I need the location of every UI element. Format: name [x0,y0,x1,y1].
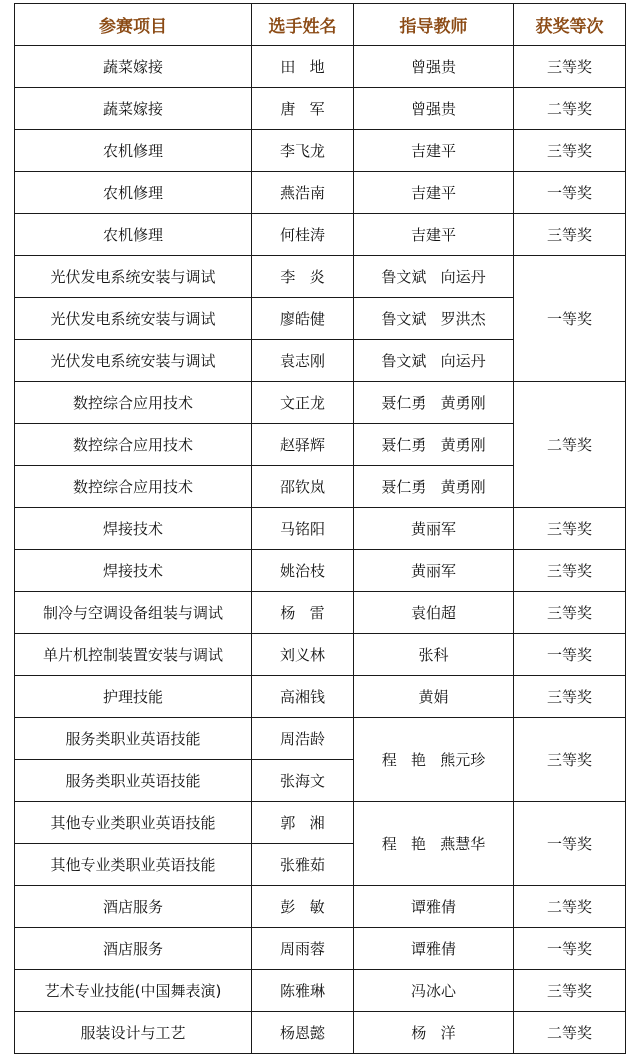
table-row [15,550,626,592]
cell-award: 三等奖 [514,676,626,718]
cell-player: 何桂涛 [252,214,354,256]
table-row [15,886,626,928]
cell-award-merged: 一等奖 [514,256,626,382]
table-row [15,970,626,1012]
cell-award: 三等奖 [514,592,626,634]
cell-teacher: 谭雅倩 [354,886,514,928]
cell-award: 一等奖 [514,928,626,970]
cell-player: 高湘钱 [252,676,354,718]
cell-project: 数控综合应用技术 [15,466,252,508]
cell-award: 三等奖 [514,550,626,592]
cell-player: 唐 军 [252,88,354,130]
table-row [15,88,626,130]
table-row [15,1012,626,1054]
cell-player: 赵驿辉 [252,424,354,466]
cell-award-merged: 一等奖 [514,802,626,886]
cell-project: 其他专业类职业英语技能 [15,844,252,886]
cell-project: 农机修理 [15,214,252,256]
cell-award-merged: 三等奖 [514,718,626,802]
cell-project: 农机修理 [15,172,252,214]
table-row [15,634,626,676]
cell-player: 文正龙 [252,382,354,424]
cell-award: 二等奖 [514,1012,626,1054]
table-row [15,928,626,970]
table-row [15,508,626,550]
cell-player: 张海文 [252,760,354,802]
cell-award: 三等奖 [514,970,626,1012]
cell-teacher: 袁伯超 [354,592,514,634]
cell-project: 单片机控制装置安装与调试 [15,634,252,676]
cell-teacher: 聂仁勇 黄勇刚 [354,424,514,466]
table-row [15,718,626,760]
cell-player: 杨恩懿 [252,1012,354,1054]
table-row [15,130,626,172]
header-row [15,4,626,46]
table-row [15,676,626,718]
cell-player: 周浩龄 [252,718,354,760]
cell-project: 制冷与空调设备组装与调试 [15,592,252,634]
award-table [14,3,626,1054]
cell-teacher: 鲁文斌 向运丹 [354,256,514,298]
cell-project: 蔬菜嫁接 [15,88,252,130]
cell-project: 服务类职业英语技能 [15,760,252,802]
cell-teacher: 吉建平 [354,172,514,214]
cell-teacher-merged: 程 艳 熊元珍 [354,718,514,802]
cell-player: 郭 湘 [252,802,354,844]
cell-project: 艺术专业技能(中国舞表演) [15,970,252,1012]
cell-teacher: 黄丽军 [354,550,514,592]
table-row [15,46,626,88]
cell-teacher: 鲁文斌 向运丹 [354,340,514,382]
cell-project: 护理技能 [15,676,252,718]
cell-teacher: 曾强贵 [354,88,514,130]
header-project: 参赛项目 [15,4,252,46]
cell-teacher: 聂仁勇 黄勇刚 [354,466,514,508]
cell-player: 田 地 [252,46,354,88]
cell-project: 光伏发电系统安装与调试 [15,256,252,298]
cell-project: 农机修理 [15,130,252,172]
cell-award: 三等奖 [514,130,626,172]
cell-award: 二等奖 [514,886,626,928]
cell-player: 马铭阳 [252,508,354,550]
cell-teacher: 黄丽军 [354,508,514,550]
cell-teacher: 黄娟 [354,676,514,718]
cell-teacher: 张科 [354,634,514,676]
header-teacher: 指导教师 [354,4,514,46]
cell-player: 袁志刚 [252,340,354,382]
cell-player: 燕浩南 [252,172,354,214]
cell-teacher: 聂仁勇 黄勇刚 [354,382,514,424]
cell-award: 三等奖 [514,46,626,88]
table-row [15,256,626,298]
cell-player: 邵钦岚 [252,466,354,508]
cell-project: 焊接技术 [15,508,252,550]
cell-award: 三等奖 [514,508,626,550]
cell-project: 数控综合应用技术 [15,382,252,424]
cell-player: 廖皓健 [252,298,354,340]
cell-award: 二等奖 [514,88,626,130]
cell-teacher: 吉建平 [354,214,514,256]
cell-project: 其他专业类职业英语技能 [15,802,252,844]
cell-award: 一等奖 [514,172,626,214]
cell-player: 陈雅琳 [252,970,354,1012]
cell-teacher-merged: 程 艳 燕慧华 [354,802,514,886]
table-row [15,592,626,634]
cell-player: 李 炎 [252,256,354,298]
cell-teacher: 曾强贵 [354,46,514,88]
cell-player: 刘义林 [252,634,354,676]
cell-teacher: 吉建平 [354,130,514,172]
cell-teacher: 谭雅倩 [354,928,514,970]
cell-teacher: 鲁文斌 罗洪杰 [354,298,514,340]
header-award: 获奖等次 [514,4,626,46]
cell-player: 姚治枝 [252,550,354,592]
table-row [15,382,626,424]
table-row [15,214,626,256]
cell-award: 一等奖 [514,634,626,676]
cell-project: 酒店服务 [15,928,252,970]
cell-award: 三等奖 [514,214,626,256]
cell-player: 张雅茹 [252,844,354,886]
header-player: 选手姓名 [252,4,354,46]
cell-project: 焊接技术 [15,550,252,592]
cell-award-merged: 二等奖 [514,382,626,508]
cell-teacher: 冯冰心 [354,970,514,1012]
cell-project: 酒店服务 [15,886,252,928]
cell-player: 彭 敏 [252,886,354,928]
table-row [15,172,626,214]
cell-project: 数控综合应用技术 [15,424,252,466]
cell-project: 光伏发电系统安装与调试 [15,298,252,340]
cell-player: 李飞龙 [252,130,354,172]
cell-project: 蔬菜嫁接 [15,46,252,88]
cell-project: 服装设计与工艺 [15,1012,252,1054]
cell-player: 杨 雷 [252,592,354,634]
table-row [15,802,626,844]
cell-project: 服务类职业英语技能 [15,718,252,760]
cell-player: 周雨蓉 [252,928,354,970]
cell-project: 光伏发电系统安装与调试 [15,340,252,382]
cell-teacher: 杨 洋 [354,1012,514,1054]
